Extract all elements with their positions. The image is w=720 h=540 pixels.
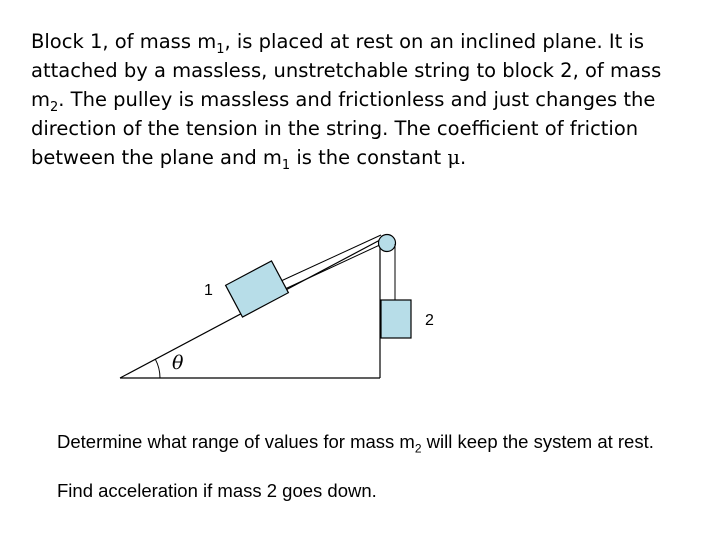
block-1-body (226, 261, 289, 317)
problem-line-3-text: m (31, 88, 50, 111)
block-2-label: 2 (425, 312, 434, 329)
problem-line-5-text-cont: is the constant (290, 146, 448, 169)
question-range-text: Determine what range of values for mass m (57, 431, 415, 452)
problem-line-5-text: between the plane and m (31, 146, 282, 169)
question-range-text-cont: will keep the system at rest. (421, 431, 654, 452)
mu-symbol: μ (447, 146, 461, 169)
block-2 (381, 300, 411, 338)
question-range (57, 431, 654, 456)
problem-line-4-text: direction of the tension in the string. The coefficient of friction (31, 117, 639, 140)
question-acceleration-text: Find acceleration if mass 2 goes down. (57, 480, 377, 501)
subscript-2b: 2 (414, 441, 422, 456)
problem-line-1-text: Block 1, of mass m (31, 30, 217, 53)
problem-line-3-text-cont: . The pulley is massless and frictionless and just changes the (58, 88, 656, 111)
string-incline-upper (281, 235, 381, 281)
problem-line-1-text-cont: , is placed at rest on an inclined plane. It is (224, 30, 645, 53)
subscript-1b: 1 (281, 157, 291, 173)
question-acceleration (57, 480, 377, 502)
block-1 (226, 261, 289, 317)
problem-line-2-text: attached by a massless, unstretchable string to block 2, of mass (31, 59, 662, 82)
subscript-1: 1 (216, 41, 225, 57)
angle-theta-label: θ (172, 352, 184, 374)
subscript-2: 2 (50, 99, 59, 115)
pulley (379, 235, 396, 252)
block-1-label: 1 (204, 282, 213, 299)
problem-line-5-period: . (460, 146, 467, 169)
string-incline-lower (285, 243, 384, 289)
angle-arc (155, 359, 160, 378)
